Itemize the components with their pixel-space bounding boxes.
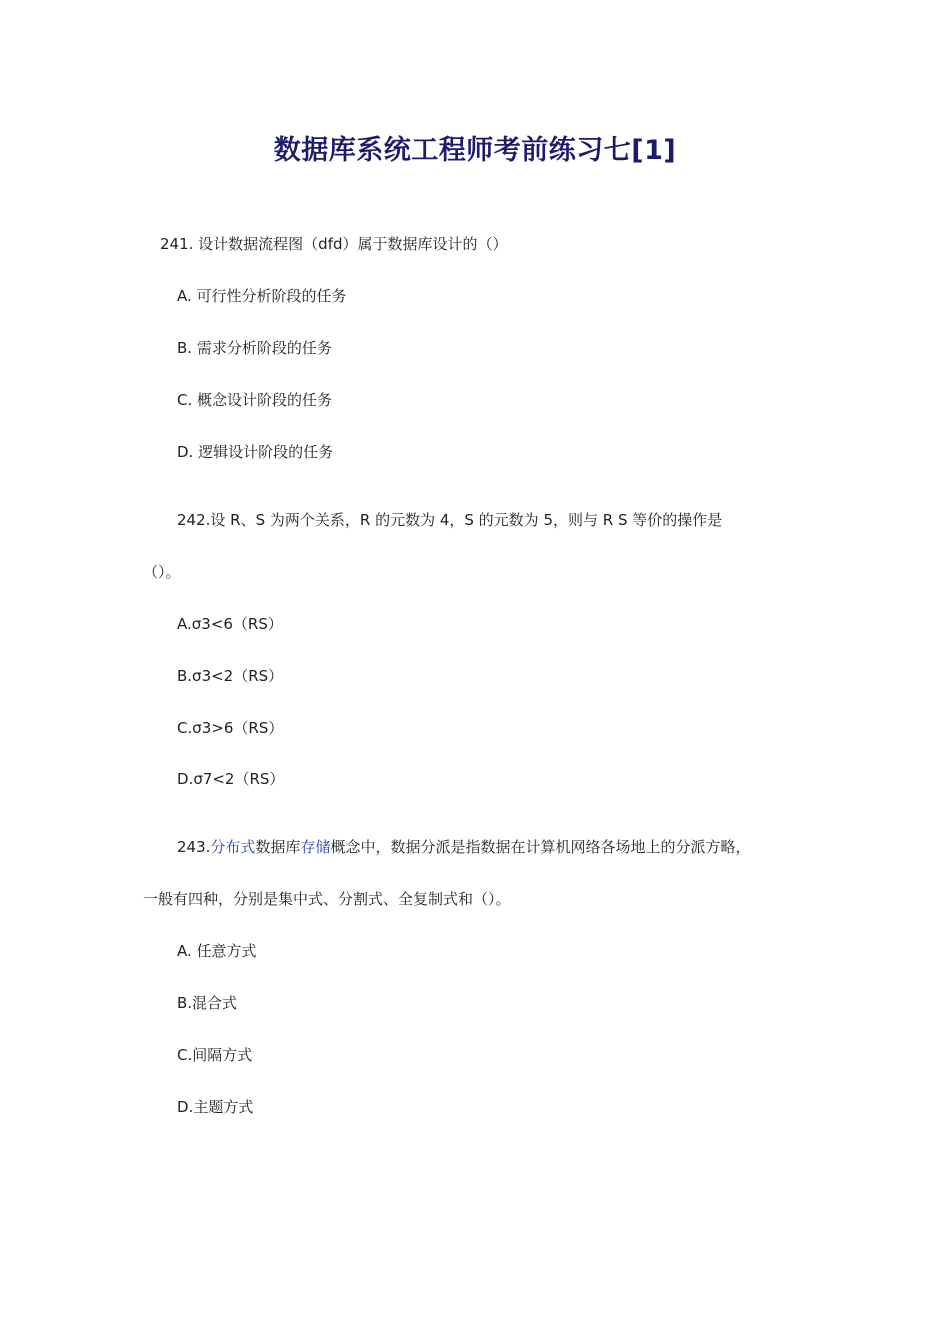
question-241-option-d: D. 逻辑设计阶段的任务 <box>177 443 334 461</box>
question-243-option-c: C.间隔方式 <box>177 1046 253 1064</box>
question-241-stem: 241. 设计数据流程图（dfd）属于数据库设计的（） <box>160 235 508 253</box>
page-title: 数据库系统工程师考前练习七[1] <box>273 135 677 166</box>
question-242-option-c: C.σ3>6（RS） <box>177 719 284 737</box>
question-242-option-a: A.σ3<6（RS） <box>177 615 283 633</box>
question-242-stem-line2: （）。 <box>143 563 181 581</box>
stem-text: 数据库 <box>255 838 301 856</box>
question-243-stem-line1 <box>177 837 750 857</box>
question-243-option-a: A. 任意方式 <box>177 942 257 960</box>
question-242-option-d: D.σ7<2（RS） <box>177 770 285 788</box>
question-243-stem-line2: 一般有四种，分别是集中式、分割式、全复制式和（）。 <box>143 890 511 908</box>
question-242-option-b: B.σ3<2（RS） <box>177 667 284 685</box>
storage-link[interactable]: 存储 <box>300 838 331 856</box>
question-242-stem-line1: 242.设 R、S 为两个关系，R 的元数为 4，S 的元数为 5，则与 R S 等价的操作是 <box>177 511 723 529</box>
question-241-option-a: A. 可行性分析阶段的任务 <box>177 287 347 305</box>
question-243-option-d: D.主题方式 <box>177 1098 254 1116</box>
question-241-option-c: C. 概念设计阶段的任务 <box>177 391 333 409</box>
question-243-option-b: B.混合式 <box>177 994 238 1012</box>
question-241-option-b: B. 需求分析阶段的任务 <box>177 339 332 357</box>
question-number: 243. <box>177 838 211 856</box>
distributed-link[interactable]: 分布式 <box>210 838 256 856</box>
stem-text: 概念中，数据分派是指数据在计算机网络各场地上的分派方略， <box>330 838 751 856</box>
